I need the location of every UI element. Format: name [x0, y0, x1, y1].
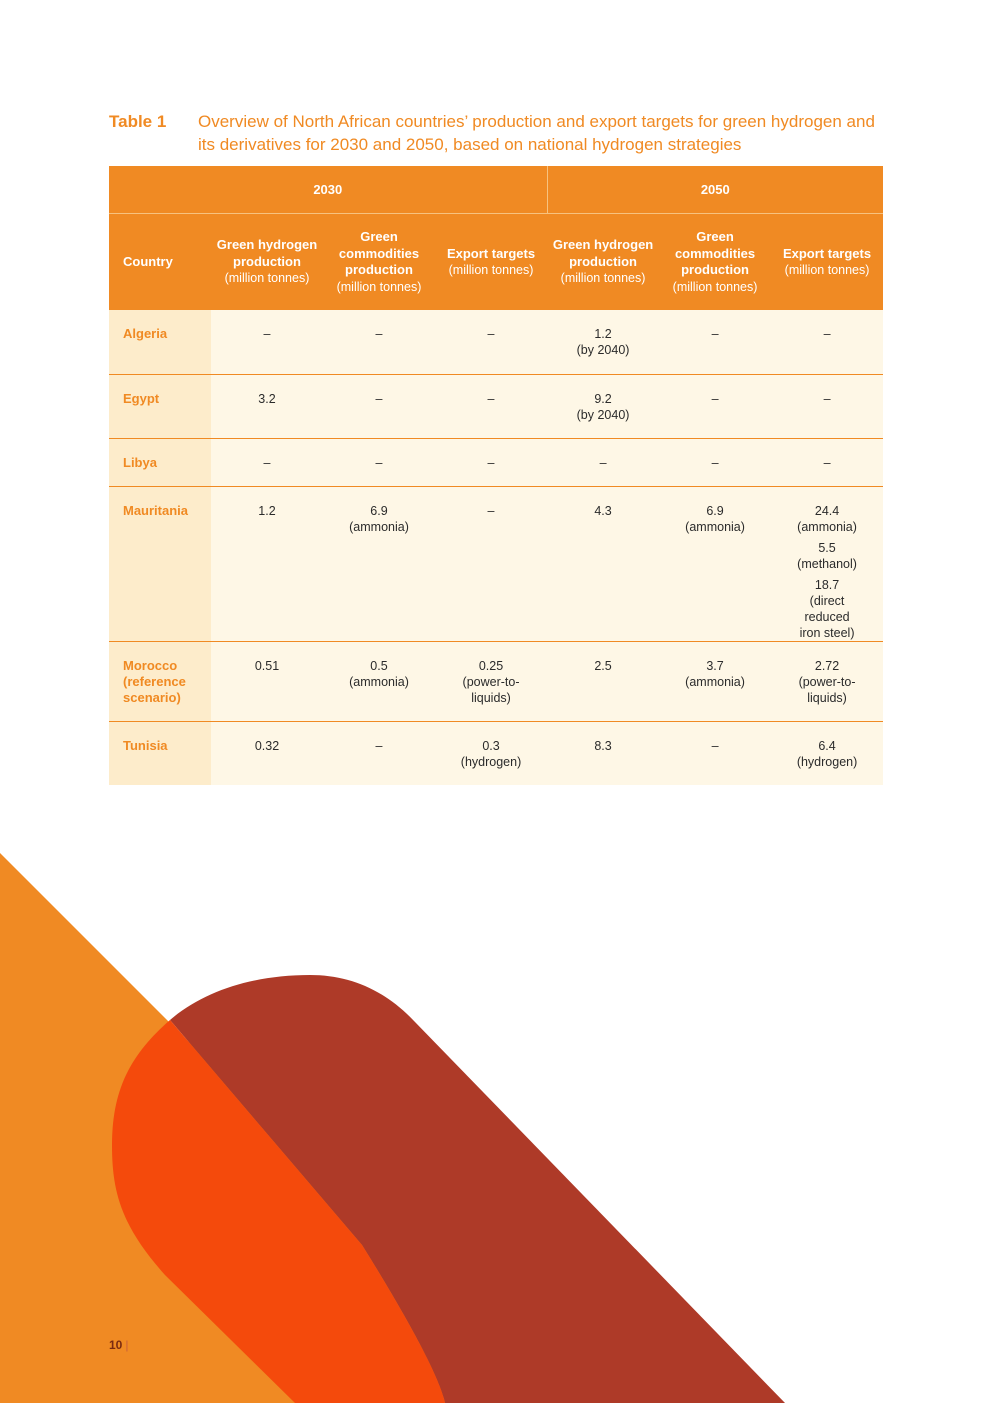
year-header-row — [109, 166, 883, 214]
cell-value: 0.32 — [254, 738, 280, 753]
cell-value: – — [823, 391, 831, 406]
cell-entry — [213, 391, 321, 407]
cell-entry — [773, 577, 881, 641]
cell-value: 24.4 — [814, 503, 840, 518]
value-cell — [547, 486, 659, 641]
table-body — [109, 310, 883, 785]
cell-value: 3.7 — [706, 658, 724, 673]
value-cell — [211, 486, 323, 641]
column-title: Green hydrogen production — [552, 237, 654, 269]
column-unit: (million tonnes) — [336, 279, 422, 294]
value-cell — [435, 721, 547, 785]
cell-entry — [213, 455, 321, 471]
cell-value: – — [599, 455, 607, 470]
cell-value: 1.2 — [258, 503, 276, 518]
cell-note: (methanol) — [797, 556, 857, 571]
column-header — [435, 214, 547, 311]
year-2030-header: 2030 — [109, 166, 547, 214]
value-cell — [323, 486, 435, 641]
cell-value: – — [487, 503, 495, 518]
value-cell — [211, 310, 323, 374]
cell-entry — [773, 658, 881, 706]
value-cell — [659, 486, 771, 641]
cell-value: 6.9 — [706, 503, 724, 518]
value-cell — [547, 438, 659, 486]
cell-value: 5.5 — [818, 540, 836, 555]
table-row — [109, 438, 883, 486]
cell-note: (ammonia) — [349, 519, 409, 534]
value-cell — [547, 374, 659, 438]
cell-entry — [661, 503, 769, 535]
column-header — [771, 214, 883, 311]
country-cell: Egypt — [109, 374, 211, 438]
cell-entry — [773, 326, 881, 342]
cell-note: (ammonia) — [349, 674, 409, 689]
cell-entry — [773, 503, 881, 535]
cell-entry — [325, 391, 433, 407]
value-cell — [659, 310, 771, 374]
page-separator: | — [125, 1338, 129, 1352]
value-cell — [435, 310, 547, 374]
table-row — [109, 374, 883, 438]
value-cell — [435, 486, 547, 641]
cell-value: 0.25 — [478, 658, 504, 673]
value-cell — [211, 721, 323, 785]
value-cell — [547, 641, 659, 721]
cell-entry — [437, 658, 545, 706]
value-cell — [323, 641, 435, 721]
value-cell — [659, 438, 771, 486]
country-cell: Libya — [109, 438, 211, 486]
cell-entry — [549, 738, 657, 754]
cell-entry — [661, 326, 769, 342]
value-cell — [659, 641, 771, 721]
cell-entry — [773, 738, 881, 770]
cell-value: 6.9 — [370, 503, 388, 518]
value-cell — [547, 310, 659, 374]
column-unit: (million tonnes) — [672, 279, 758, 294]
cell-value: – — [375, 455, 383, 470]
cell-value: 18.7 — [814, 577, 840, 592]
cell-value: – — [487, 455, 495, 470]
cell-value: 2.72 — [814, 658, 840, 673]
cell-value: – — [823, 327, 831, 341]
value-cell — [323, 374, 435, 438]
cell-entry — [325, 658, 433, 690]
cell-note: (ammonia) — [685, 674, 745, 689]
cell-entry — [437, 326, 545, 342]
cell-entry — [325, 326, 433, 342]
column-unit: (million tonnes) — [448, 263, 534, 277]
cell-note: (hydrogen) — [460, 754, 522, 769]
country-cell: Tunisia — [109, 721, 211, 785]
cell-entry — [549, 658, 657, 674]
table-caption — [109, 110, 889, 156]
cell-value: – — [263, 455, 271, 470]
table-title: Overview of North African countries’ production and export targets for green hydrogen and its derivatives for 2030 and 2050, based on national hydrogen strategies — [198, 112, 875, 154]
targets-table — [109, 166, 883, 785]
cell-entry — [213, 503, 321, 519]
column-header — [211, 214, 323, 311]
year-2050-header: 2050 — [547, 166, 883, 214]
country-cell: Mauritania — [109, 486, 211, 641]
cell-value: 3.2 — [258, 391, 276, 406]
cell-value: – — [823, 455, 831, 470]
cell-note: (ammonia) — [685, 519, 745, 534]
column-header — [659, 214, 771, 311]
table-row — [109, 641, 883, 721]
value-cell — [211, 641, 323, 721]
cell-entry — [549, 326, 657, 358]
page-number-value: 10 — [109, 1338, 123, 1352]
cell-entry — [213, 326, 321, 342]
column-title: Green commodities production — [338, 229, 420, 277]
country-column-header: Country — [109, 214, 211, 311]
cell-entry — [437, 455, 545, 471]
cell-value: 0.5 — [370, 658, 388, 673]
column-unit: (million tonnes) — [784, 263, 870, 277]
cell-entry — [213, 658, 321, 674]
cell-note: (power-to-liquids) — [462, 674, 520, 705]
cell-entry — [437, 503, 545, 519]
cell-note: (by 2040) — [576, 407, 630, 422]
cell-note: (power-to-liquids) — [798, 674, 856, 705]
cell-value: – — [375, 738, 383, 753]
value-cell — [435, 641, 547, 721]
cell-note: (by 2040) — [576, 343, 630, 357]
cell-value: 1.2 — [594, 327, 612, 341]
cell-entry — [773, 391, 881, 407]
cell-value: 0.3 — [482, 738, 500, 753]
country-cell: Algeria — [109, 310, 211, 374]
table-label: Table 1 — [109, 112, 167, 131]
column-header — [547, 214, 659, 311]
column-header — [323, 214, 435, 311]
value-cell — [771, 721, 883, 785]
column-title: Export targets — [782, 245, 872, 261]
table-row — [109, 486, 883, 641]
cell-entry — [661, 391, 769, 407]
cell-value: – — [711, 391, 719, 406]
cell-entry — [437, 738, 545, 770]
column-unit: (million tonnes) — [224, 271, 310, 286]
value-cell — [547, 721, 659, 785]
cell-entry — [661, 455, 769, 471]
value-cell — [771, 310, 883, 374]
cell-entry — [437, 391, 545, 407]
cell-value: 4.3 — [594, 503, 612, 518]
cell-value: – — [487, 327, 495, 341]
cell-entry — [325, 738, 433, 754]
cell-value: – — [375, 327, 383, 341]
cell-value: 9.2 — [594, 391, 612, 406]
cell-entry — [773, 540, 881, 572]
cell-entry — [661, 658, 769, 690]
column-unit: (million tonnes) — [560, 271, 646, 286]
value-cell — [323, 721, 435, 785]
value-cell — [323, 310, 435, 374]
cell-note: (direct reduced iron steel) — [799, 593, 855, 640]
cell-value: – — [711, 738, 719, 753]
table-row — [109, 721, 883, 785]
value-cell — [659, 374, 771, 438]
cell-value: 8.3 — [594, 738, 612, 753]
cell-entry — [325, 455, 433, 471]
cell-entry — [213, 738, 321, 754]
value-cell — [771, 486, 883, 641]
page-number — [109, 1338, 128, 1352]
cell-entry — [549, 391, 657, 423]
table-row — [109, 310, 883, 374]
value-cell — [211, 374, 323, 438]
value-cell — [659, 721, 771, 785]
column-title: Green commodities production — [674, 229, 756, 277]
cell-value: 0.51 — [254, 658, 280, 673]
column-header-row — [109, 214, 883, 311]
column-title: Green hydrogen production — [216, 237, 318, 269]
value-cell — [771, 641, 883, 721]
column-title: Export targets — [446, 245, 536, 261]
value-cell — [771, 438, 883, 486]
value-cell — [435, 438, 547, 486]
cell-note: (ammonia) — [797, 519, 857, 534]
cell-value: – — [263, 327, 271, 341]
cell-value: – — [711, 327, 719, 341]
value-cell — [323, 438, 435, 486]
cell-value: 6.4 — [818, 738, 836, 753]
cell-value: – — [711, 455, 719, 470]
cell-entry — [325, 503, 433, 535]
cell-entry — [661, 738, 769, 754]
value-cell — [435, 374, 547, 438]
cell-value: – — [375, 391, 383, 406]
cell-entry — [549, 503, 657, 519]
value-cell — [211, 438, 323, 486]
cell-entry — [549, 455, 657, 471]
cell-value: – — [487, 391, 495, 406]
value-cell — [771, 374, 883, 438]
cell-value: 2.5 — [594, 658, 612, 673]
country-cell: Morocco (reference scenario) — [109, 641, 211, 721]
cell-entry — [773, 455, 881, 471]
cell-note: (hydrogen) — [796, 754, 858, 769]
